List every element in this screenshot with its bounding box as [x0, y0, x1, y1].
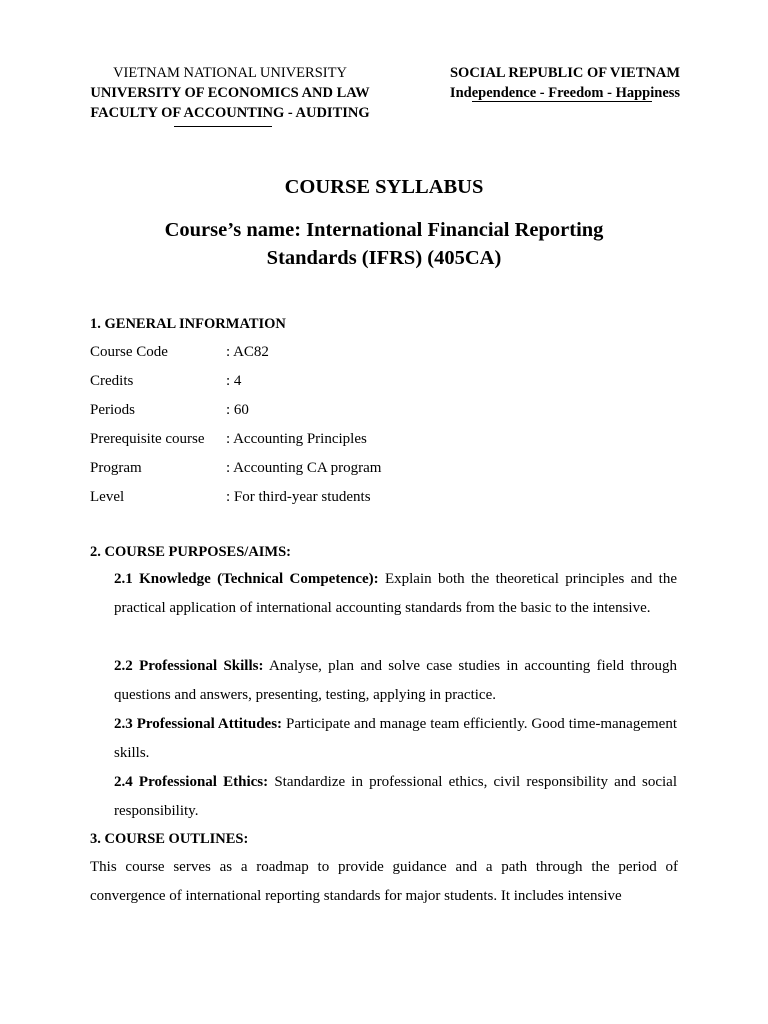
purpose-knowledge	[114, 565, 677, 623]
purpose-skills	[114, 652, 677, 710]
purposes-heading: 2. COURSE PURPOSES/AIMS:	[90, 544, 292, 560]
info-label: Program	[90, 460, 142, 476]
info-row-course-code	[90, 342, 269, 362]
outlines-heading: 3. COURSE OUTLINES:	[90, 831, 249, 847]
info-value: : For third-year students	[226, 489, 371, 505]
purpose-text: Analyse, plan and solve case studies in accounting field through questions and answers, presenting, testing, applying in practice.	[114, 658, 677, 703]
course-name-line-2: Standards (IFRS) (405CA)	[266, 247, 502, 269]
course-name-line-1: Course’s name: International Financial Reporting	[164, 219, 604, 241]
purpose-label: 2.1 Knowledge (Technical Competence):	[114, 571, 379, 587]
info-value: : AC82	[226, 344, 269, 360]
course-name	[84, 216, 684, 272]
info-value: : Accounting Principles	[226, 431, 367, 447]
info-value: : 60	[226, 402, 249, 418]
info-label: Course Code	[90, 344, 168, 360]
republic-name: SOCIAL REPUBLIC OF VIETNAM	[449, 65, 681, 81]
faculty-name: FACULTY OF ACCOUNTING - AUDITING	[90, 105, 370, 121]
outlines-text: This course serves as a roadmap to provide guidance and a path through the period of convergence of international reporting standards for major students. It includes intensive	[90, 859, 678, 904]
info-label: Level	[90, 489, 125, 505]
purpose-label: 2.4 Professional Ethics:	[114, 774, 269, 790]
university-name: UNIVERSITY OF ECONOMICS AND LAW	[90, 85, 370, 101]
purpose-text: Explain both the theoretical principles and the practical application of international accounting standards from the basic to the intensive.	[114, 571, 677, 616]
info-label: Credits	[90, 373, 134, 389]
national-motto: Independence - Freedom - Happiness	[449, 85, 681, 101]
info-value: : Accounting CA program	[226, 460, 382, 476]
info-row-prerequisite	[90, 429, 367, 449]
republic-header	[420, 63, 710, 103]
info-row-program	[90, 458, 381, 478]
info-label: Periods	[90, 402, 135, 418]
info-label: Prerequisite course	[90, 431, 205, 447]
purpose-label: 2.2 Professional Skills:	[114, 658, 264, 674]
document-title: COURSE SYLLABUS	[284, 176, 484, 198]
header-right-underline	[472, 101, 652, 102]
purpose-text: Participate and manage team efficiently. Good time-management skills.	[114, 716, 677, 761]
purpose-text: Standardize in professional ethics, civil responsibility and social responsibility.	[114, 774, 678, 819]
info-row-credits	[90, 371, 241, 391]
info-value: : 4	[226, 373, 242, 389]
general-info-heading: 1. GENERAL INFORMATION	[90, 316, 286, 332]
purpose-ethics	[114, 768, 677, 826]
national-university-name: VIETNAM NATIONAL UNIVERSITY	[113, 65, 347, 81]
university-header	[60, 63, 400, 123]
info-row-periods	[90, 400, 249, 420]
info-row-level	[90, 487, 371, 507]
purpose-attitudes	[114, 710, 677, 768]
header-left-underline	[174, 126, 272, 127]
purpose-label: 2.3 Professional Attitudes:	[114, 716, 283, 732]
